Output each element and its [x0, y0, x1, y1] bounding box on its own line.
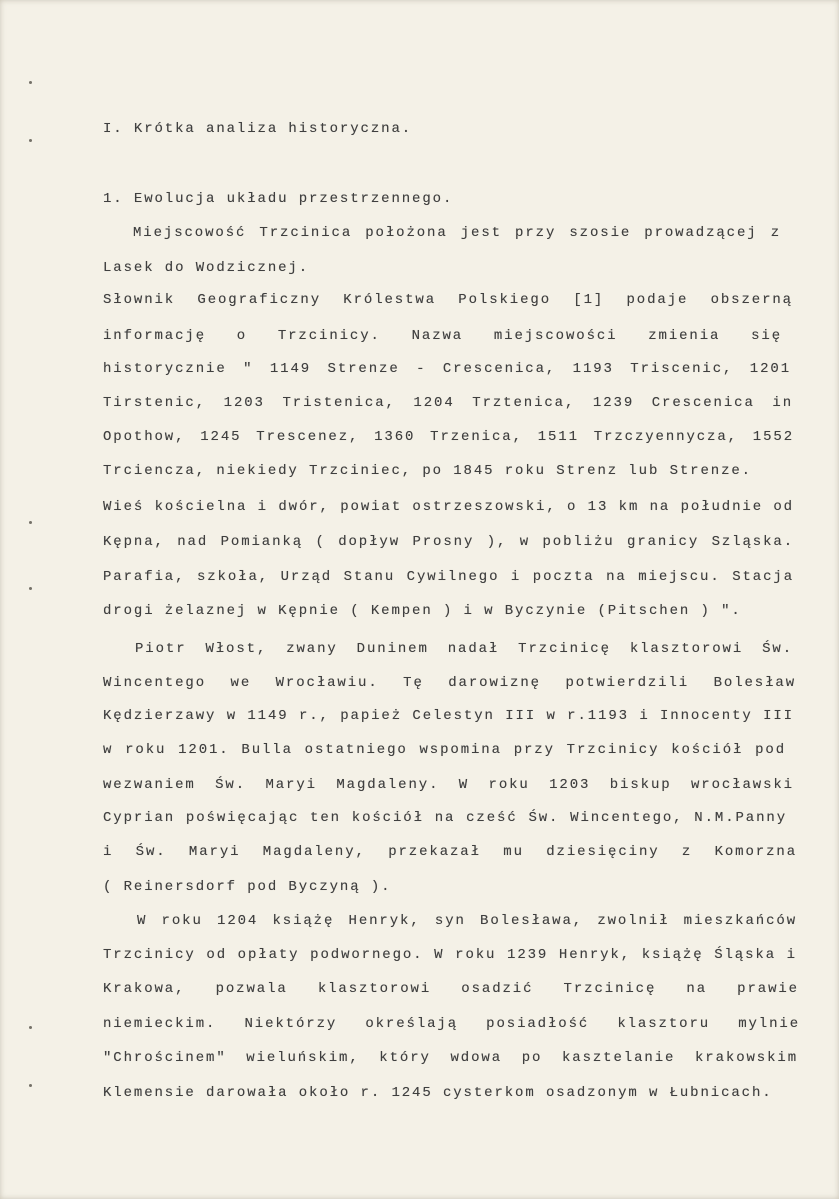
text-line: Cyprian poświęcając ten kościół na cześć Św. Wincentego, N.M.Panny [103, 810, 787, 826]
text-line: Parafia, szkoła, Urząd Stanu Cywilnego i poczta na miejscu. Stacja [103, 569, 794, 585]
text-line: Kędzierzawy w 1149 r., papież Celestyn III w r.1193 i Innocenty III [103, 708, 794, 724]
text-line: Trzcinicy od opłaty podwornego. W roku 1239 Henryk, książę Śląska i [103, 947, 797, 963]
text-line: Krakowa, pozwala klasztorowi osadzić Trzcinicę na prawie [103, 981, 799, 997]
text-line: "Chrościnem" wieluńskim, który wdowa po kasztelanie krakowskim [103, 1050, 798, 1066]
text-line: Lasek do Wodzicznej. [103, 260, 310, 276]
margin-speck [29, 81, 32, 84]
margin-speck [29, 521, 32, 524]
text-line: drogi żelaznej w Kępnie ( Kempen ) i w Byczynie (Pitschen ) ". [103, 603, 742, 619]
text-line: i Św. Maryi Magdaleny, przekazał mu dziesięciny z Komorzna [103, 844, 797, 860]
margin-speck [29, 139, 32, 142]
margin-speck [29, 1026, 32, 1029]
text-line: Kępna, nad Pomianką ( dopływ Prosny ), w pobliżu granicy Szląska. [103, 534, 794, 550]
text-line: Piotr Włost, zwany Duninem nadał Trzcinicę klasztorowi Św. [135, 641, 793, 657]
text-line: informację o Trzcinicy. Nazwa miejscowości zmienia się [103, 328, 782, 344]
text-line: Wincentego we Wrocławiu. Tę darowiznę potwierdzili Bolesław [103, 675, 796, 691]
section-title: 1. Ewolucja układu przestrzennego. [103, 191, 454, 207]
text-line: w roku 1201. Bulla ostatniego wspomina przy Trzcinicy kościół pod [103, 742, 786, 758]
margin-speck [29, 1084, 32, 1087]
chapter-heading: I. Krótka analiza historyczna. [103, 121, 413, 137]
text-line: Tirstenic, 1203 Tristenica, 1204 Trztenica, 1239 Crescenica in [103, 395, 793, 411]
text-line: historycznie " 1149 Strenze - Crescenica, 1193 Triscenic, 1201 [103, 361, 791, 377]
text-line: Opothow, 1245 Trescenez, 1360 Trzenica, 1511 Trzczyennycza, 1552 [103, 429, 794, 445]
margin-speck [29, 587, 32, 590]
text-line: W roku 1204 książę Henryk, syn Bolesława, zwolnił mieszkańców [137, 913, 797, 929]
text-line: Trciencza, niekiedy Trzciniec, po 1845 roku Strenz lub Strenze. [103, 463, 752, 479]
text-line: Miejscowość Trzcinica położona jest przy szosie prowadzącej z [133, 225, 781, 241]
text-line: niemieckim. Niektórzy określają posiadłość klasztoru mylnie [103, 1016, 800, 1032]
text-line: Klemensie darowała około r. 1245 cysterkom osadzonym w Łubnicach. [103, 1085, 773, 1101]
text-line: ( Reinersdorf pod Byczyną ). [103, 879, 392, 895]
text-line: Wieś kościelna i dwór, powiat ostrzeszowski, o 13 km na południe od [103, 499, 794, 515]
text-line: wezwaniem Św. Maryi Magdaleny. W roku 1203 biskup wrocławski [103, 777, 794, 793]
text-line: Słownik Geograficzny Królestwa Polskiego [1] podaje obszerną [103, 292, 793, 308]
